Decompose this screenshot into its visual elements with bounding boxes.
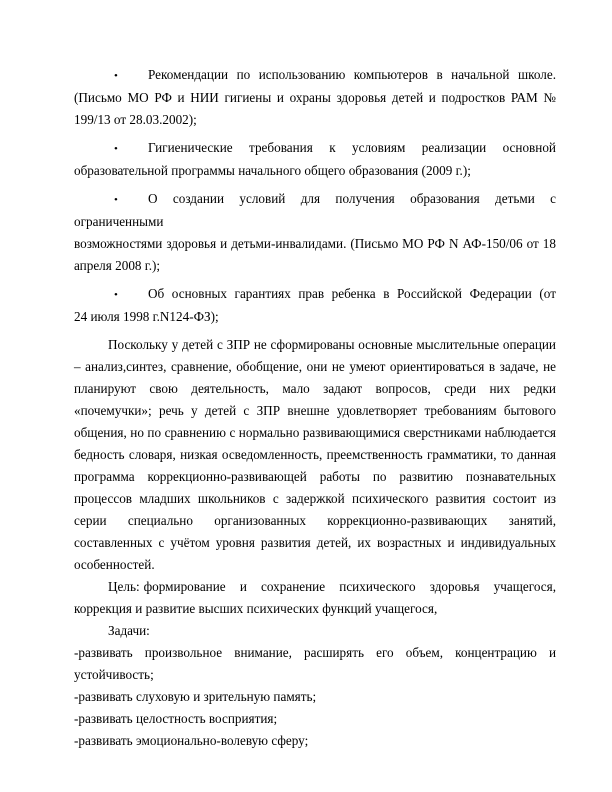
list-item (74, 188, 556, 277)
list-item-first-line (74, 64, 556, 87)
list-item (74, 64, 556, 131)
list-item (74, 283, 556, 328)
bullet-icon (74, 137, 148, 160)
document-page (74, 64, 556, 752)
task-item: -развивать произвольное внимание, расширять его объем, концентрацию и устойчивость; (74, 645, 556, 682)
list-item-text: О создании условий для получения образования детьми с ограниченными (74, 191, 556, 229)
list-item-continuation: возможностями здоровья и детьми-инвалидами. (Письмо МО РФ N АФ-150/06 от 18 апреля 2008 г.); (74, 236, 556, 273)
goal-label: Цель: (108, 579, 140, 594)
list-item-text: Рекомендации по использованию компьютеров в начальной школе. (148, 67, 556, 82)
task-item: -развивать слуховую и зрительную память; (74, 689, 317, 704)
list-item-first-line (74, 137, 556, 160)
list-item-first-line (74, 283, 556, 306)
task-item: -развивать эмоционально-волевую сферу; (74, 733, 309, 748)
bullet-icon (74, 64, 148, 87)
bullet-icon (74, 188, 148, 211)
list-item-continuation: (Письмо МО РФ и НИИ гигиены и охраны здоровья детей и подростков РАМ № 199/13 от 28.03.2002); (74, 90, 556, 127)
tasks-label: Задачи: (108, 623, 150, 638)
list-item-text: Об основных гарантиях прав ребенка в Российской Федерации (от (148, 286, 556, 301)
list-item (74, 137, 556, 182)
goal-paragraph (74, 576, 556, 620)
list-item-text: Гигиенические требования к условиям реализации основной (148, 140, 556, 155)
list-item-continuation: образовательной программы начального общего образования (2009 г.); (74, 163, 471, 178)
goal-text: формирование и сохранение психического здоровья учащегося, коррекция и развитие высших психических функций учащегося, (74, 579, 556, 616)
list-item-continuation: 24 июля 1998 г.N124-ФЗ); (74, 309, 219, 324)
list-item-first-line (74, 188, 556, 233)
bullet-icon (74, 283, 148, 306)
main-paragraph: Поскольку у детей с ЗПР не сформированы основные мыслительные операции – анализ,синтез, сравнение, обобщение, они не умеют ориентироваться в задаче, не планируют свою деятельность, мало задают вопросов, среди них редки «почемучки»; речь у детей с ЗПР внешне удовлетворяет требованиям бытового общения, но по сравнению с нормально развивающимися сверстниками наблюдается бедность словаря, низкая осведомленность, преемственность грамматики, то данная программа коррекционно-развивающей работы по развитию познавательных процессов младших школьников с задержкой психического развития состоит из серии специально организованных коррекционно-развивающих занятий, составленных с учётом уровня развития детей, их возрастных и индивидуальных особенностей. (74, 337, 556, 572)
task-item: -развивать целостность восприятия; (74, 711, 278, 726)
